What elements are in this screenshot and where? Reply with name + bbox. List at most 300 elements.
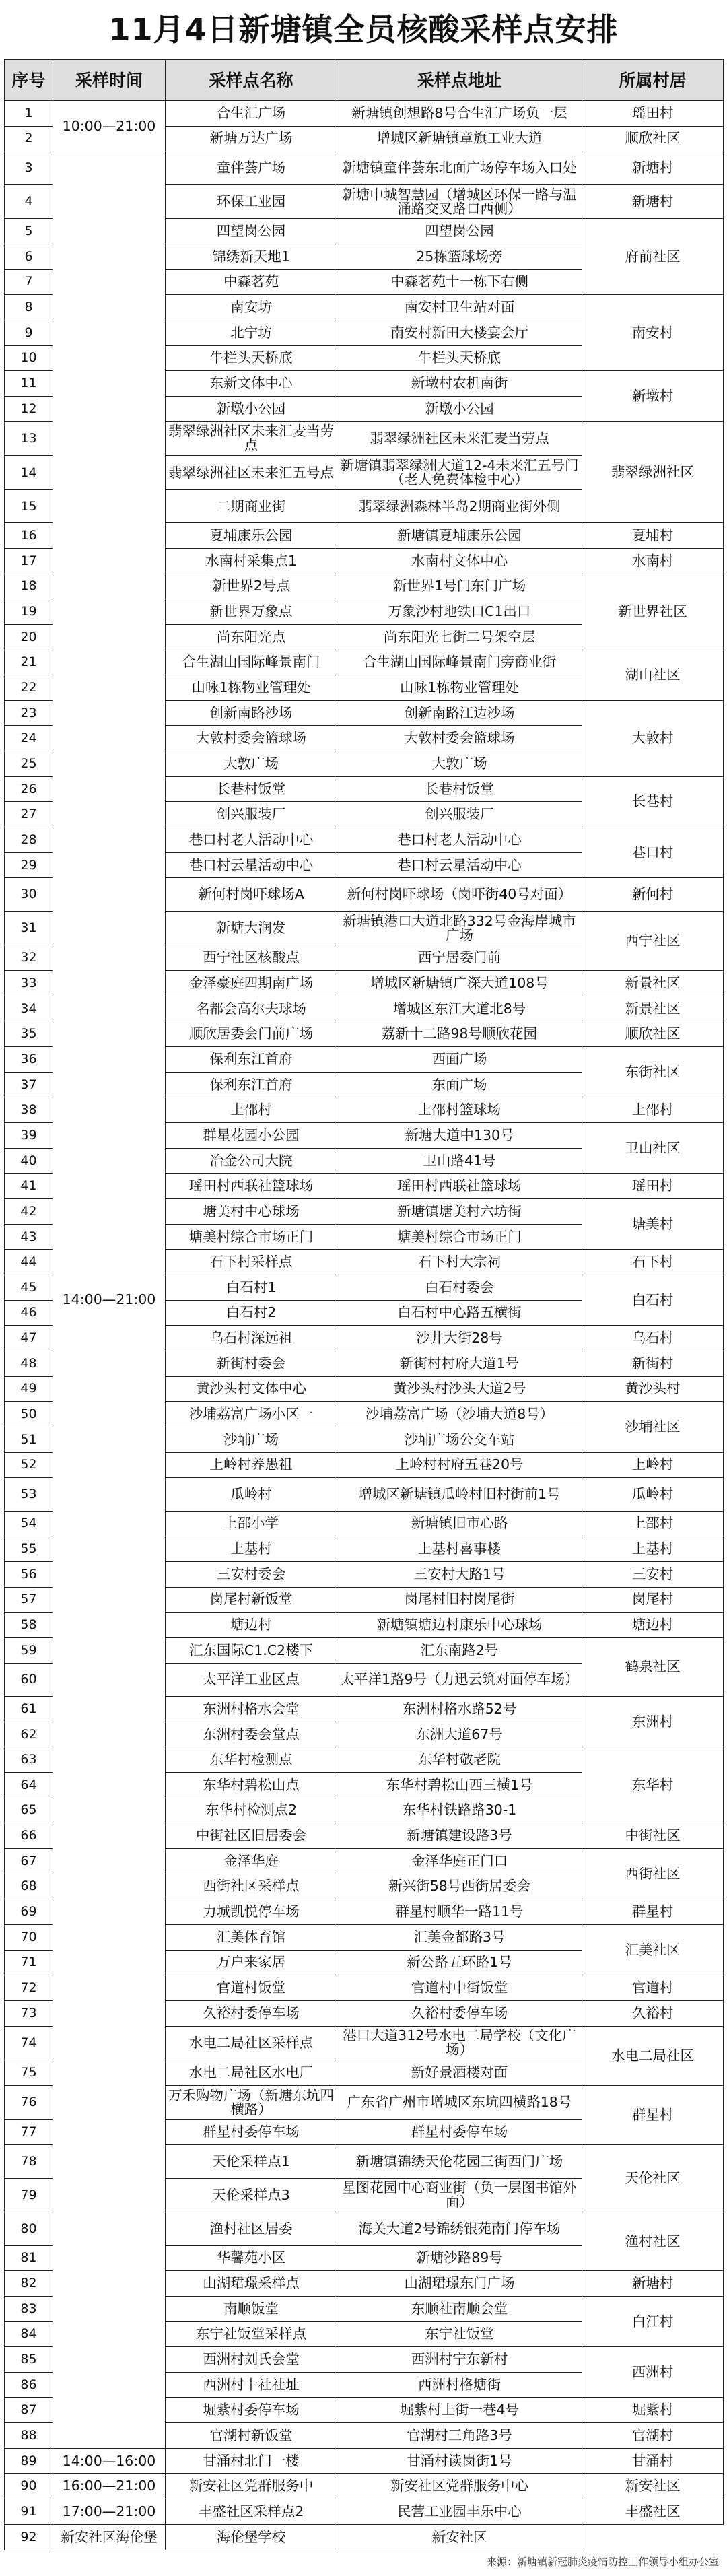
site-address: 西洲村格塘街 — [337, 2372, 582, 2398]
row-number: 48 — [5, 1351, 53, 1376]
row-number: 73 — [5, 2000, 53, 2026]
site-address: 沙埔广场公交车站 — [337, 1427, 582, 1452]
site-name: 四望岗公园 — [166, 219, 337, 244]
site-address: 新塘镇港口大道北路332号金海岸城市广场 — [337, 911, 582, 945]
site-address: 增城区新塘镇广深大道108号 — [337, 971, 582, 996]
site-name: 瑶田村西联社篮球场 — [166, 1174, 337, 1199]
site-name: 群星花园小公园 — [166, 1123, 337, 1149]
site-address: 荔新十二路98号顺欣花园 — [337, 1021, 582, 1047]
site-address: 新塘镇塘美村六坊街 — [337, 1199, 582, 1225]
site-address: 新墩村农机南街 — [337, 371, 582, 397]
village: 长巷村 — [582, 776, 724, 827]
site-name: 瓜岭村 — [166, 1478, 337, 1511]
row-number: 21 — [5, 650, 53, 675]
site-address: 上岭村村府五巷20号 — [337, 1452, 582, 1478]
site-address: 上邵村篮球场 — [337, 1097, 582, 1123]
village: 东街社区 — [582, 1047, 724, 1097]
row-number: 14 — [5, 456, 53, 490]
site-name: 水电二局社区水电厂 — [166, 2060, 337, 2086]
site-name: 东华村检测点2 — [166, 1798, 337, 1823]
row-number: 26 — [5, 776, 53, 802]
row-number: 70 — [5, 1924, 53, 1950]
site-address: 港口大道312号水电二局学校（文化广场） — [337, 2026, 582, 2060]
site-address: 创新南路江边沙场 — [337, 700, 582, 726]
site-address: 25栋篮球场旁 — [337, 244, 582, 270]
site-address: 新塘镇翡翠绿洲大道12-4未来汇五号门（老人免费体检中心） — [337, 456, 582, 490]
row-number: 42 — [5, 1199, 53, 1225]
site-name: 西洲村十社社址 — [166, 2372, 337, 2398]
row-number: 77 — [5, 2120, 53, 2145]
site-address: 甘涌村读岗街1号 — [337, 2448, 582, 2474]
site-name: 山湖珺璟采样点 — [166, 2271, 337, 2297]
village: 官湖村 — [582, 2423, 724, 2449]
site-address: 新塘镇锦绣天伦花园三街西门广场 — [337, 2145, 582, 2178]
site-address: 新墩小公园 — [337, 396, 582, 421]
site-name: 东华村碧松山点 — [166, 1772, 337, 1798]
row-number: 8 — [5, 295, 53, 320]
row-number: 56 — [5, 1561, 53, 1587]
village: 新何村 — [582, 878, 724, 911]
row-number: 58 — [5, 1613, 53, 1638]
site-name: 白石村2 — [166, 1300, 337, 1326]
village: 岗尾村 — [582, 1587, 724, 1613]
row-number: 49 — [5, 1376, 53, 1402]
site-name: 南顺饭堂 — [166, 2296, 337, 2321]
site-name: 锦绣新天地1 — [166, 244, 337, 270]
site-address: 山咏1栋物业管理处 — [337, 675, 582, 701]
row-number: 89 — [5, 2448, 53, 2474]
row-number: 90 — [5, 2474, 53, 2499]
site-name: 东华村检测点 — [166, 1747, 337, 1773]
header-time: 采样时间 — [53, 60, 166, 101]
row-number: 4 — [5, 184, 53, 219]
site-address: 东面广场 — [337, 1072, 582, 1097]
sampling-time: 17:00—21:00 — [53, 2499, 166, 2525]
row-number: 92 — [5, 2524, 53, 2550]
site-name: 东洲村格水会堂 — [166, 1697, 337, 1722]
row-number: 23 — [5, 700, 53, 726]
site-name: 群星村委停车场 — [166, 2120, 337, 2145]
site-address: 官道村中街饭堂 — [337, 1975, 582, 2001]
site-address: 金泽华庭正门口 — [337, 1848, 582, 1874]
site-name: 上邵小学 — [166, 1511, 337, 1536]
site-address: 巷口村云星活动中心 — [337, 852, 582, 878]
site-address: 大敦村委会篮球场 — [337, 726, 582, 751]
site-name: 东新文体中心 — [166, 371, 337, 397]
site-name: 南安坊 — [166, 295, 337, 320]
site-name: 北宁坊 — [166, 320, 337, 345]
site-name: 塘美村中心球场 — [166, 1199, 337, 1225]
village: 渔村社区 — [582, 2212, 724, 2271]
row-number: 41 — [5, 1174, 53, 1199]
site-address: 水南村文体中心 — [337, 548, 582, 574]
village: 东华村 — [582, 1747, 724, 1823]
site-address: 东洲村格水路52号 — [337, 1697, 582, 1722]
site-address: 新塘镇夏埔康乐公园 — [337, 523, 582, 549]
village: 新世界社区 — [582, 574, 724, 650]
site-name: 汇美体育馆 — [166, 1924, 337, 1950]
row-number: 47 — [5, 1326, 53, 1351]
site-address: 西宁居委门前 — [337, 945, 582, 971]
village: 久裕村 — [582, 2000, 724, 2026]
site-address: 久裕村委停车场 — [337, 2000, 582, 2026]
site-name: 天伦采样点3 — [166, 2178, 337, 2212]
row-number: 24 — [5, 726, 53, 751]
site-address: 广东省广州市增城区东坑四横路18号 — [337, 2085, 582, 2120]
site-address: 官湖村三角路3号 — [337, 2423, 582, 2449]
village: 夏埔村 — [582, 523, 724, 549]
site-address: 新街村村府大道1号 — [337, 1351, 582, 1376]
sampling-sites-table — [4, 59, 724, 2550]
site-address: 群星村委停车场 — [337, 2120, 582, 2145]
site-address: 上基村喜事楼 — [337, 1536, 582, 1562]
site-name: 新墩小公园 — [166, 396, 337, 421]
row-number: 27 — [5, 802, 53, 827]
row-number: 51 — [5, 1427, 53, 1452]
village: 中街社区 — [582, 1823, 724, 1849]
village: 新安社区 — [337, 2524, 582, 2550]
row-number: 11 — [5, 371, 53, 397]
site-address: 沙埔荔富广场（沙埔大道8号） — [337, 1402, 582, 1427]
village: 新塘村 — [582, 151, 724, 184]
site-name: 东宁社饭堂采样点 — [166, 2321, 337, 2347]
village: 石下村 — [582, 1250, 724, 1275]
site-address: 新塘镇旧市心路 — [337, 1511, 582, 1536]
row-number: 72 — [5, 1975, 53, 2001]
site-name: 金泽豪庭四期南广场 — [166, 971, 337, 996]
site-address: 东宁社饭堂 — [337, 2321, 582, 2347]
site-address: 东华村碧松山西三横1号 — [337, 1772, 582, 1798]
row-number: 74 — [5, 2026, 53, 2060]
row-number: 91 — [5, 2499, 53, 2525]
sampling-time: 16:00—21:00 — [53, 2474, 166, 2499]
site-address: 牛栏头天桥底 — [337, 345, 582, 371]
row-number: 63 — [5, 1747, 53, 1773]
site-name: 黄沙头村文体中心 — [166, 1376, 337, 1402]
row-number: 2 — [5, 126, 53, 151]
site-address: 万象沙村地铁口C1出口 — [337, 599, 582, 625]
site-name: 冶金公司大院 — [166, 1148, 337, 1174]
village: 上邵村 — [582, 1097, 724, 1123]
table-row — [5, 2524, 724, 2550]
site-address: 西洲村宁东新村 — [337, 2347, 582, 2373]
village: 新墩村 — [582, 371, 724, 421]
site-name: 山咏1栋物业管理处 — [166, 675, 337, 701]
village: 黄沙头村 — [582, 1376, 724, 1402]
row-number: 75 — [5, 2060, 53, 2086]
site-address: 东洲大道67号 — [337, 1722, 582, 1747]
site-address: 黄沙头村沙头大道2号 — [337, 1376, 582, 1402]
row-number: 54 — [5, 1511, 53, 1536]
site-name: 西洲村刘氏会堂 — [166, 2347, 337, 2373]
village: 塘美村 — [582, 1199, 724, 1250]
row-number: 39 — [5, 1123, 53, 1149]
site-name: 上邵村 — [166, 1097, 337, 1123]
row-number: 37 — [5, 1072, 53, 1097]
row-number: 7 — [5, 269, 53, 295]
village: 三安村 — [582, 1561, 724, 1587]
site-address: 瑶田村西联社篮球场 — [337, 1174, 582, 1199]
village: 卫山社区 — [582, 1123, 724, 1174]
row-number: 61 — [5, 1697, 53, 1722]
row-number: 83 — [5, 2296, 53, 2321]
row-number: 44 — [5, 1250, 53, 1275]
site-name: 大敦村委会篮球场 — [166, 726, 337, 751]
site-name: 万禾购物广场（新塘东坑四横路） — [166, 2085, 337, 2120]
site-name: 保利东江首府 — [166, 1047, 337, 1073]
site-name: 创兴服装厂 — [166, 802, 337, 827]
site-address: 塘美村综合市场正门 — [337, 1224, 582, 1250]
row-number: 29 — [5, 852, 53, 878]
site-name: 尚东阳光点 — [166, 624, 337, 650]
row-number: 38 — [5, 1097, 53, 1123]
site-name: 沙埔荔富广场小区一 — [166, 1402, 337, 1427]
site-name: 新塘万达广场 — [166, 126, 337, 151]
site-name: 新世界万象点 — [166, 599, 337, 625]
site-name: 合生汇广场 — [166, 101, 337, 127]
site-address: 群星村顺华一路11号 — [337, 1899, 582, 1925]
row-number: 85 — [5, 2347, 53, 2373]
village: 水南村 — [582, 548, 724, 574]
site-name: 沙埔广场 — [166, 1427, 337, 1452]
site-address: 翡翠绿洲社区未来汇麦当劳点 — [337, 421, 582, 456]
site-name: 新街村委会 — [166, 1351, 337, 1376]
site-name: 巷口村老人活动中心 — [166, 827, 337, 853]
village: 白石村 — [582, 1275, 724, 1325]
village: 西街社区 — [582, 1848, 724, 1899]
row-number: 31 — [5, 911, 53, 945]
village: 顺欣社区 — [582, 1021, 724, 1047]
site-name: 丰盛社区采样点2 — [166, 2499, 337, 2525]
row-number: 52 — [5, 1452, 53, 1478]
village: 新街村 — [582, 1351, 724, 1376]
table-row — [5, 2474, 724, 2499]
table-row — [5, 2499, 724, 2525]
site-address: 新兴街58号西街居委会 — [337, 1874, 582, 1899]
row-number: 34 — [5, 996, 53, 1021]
village: 西洲村 — [582, 2347, 724, 2398]
site-address: 巷口村老人活动中心 — [337, 827, 582, 853]
site-name: 堀紫村委停车场 — [166, 2398, 337, 2423]
row-number: 35 — [5, 1021, 53, 1047]
site-address: 海关大道2号锦绣银苑南门停车场 — [337, 2212, 582, 2245]
row-number: 62 — [5, 1722, 53, 1747]
village: 上岭村 — [582, 1452, 724, 1478]
row-number: 43 — [5, 1224, 53, 1250]
site-name: 上岭村养愚祖 — [166, 1452, 337, 1478]
source-footer: 来源：新塘镇新冠肺炎疫情防控工作领导小组办公室 — [486, 2556, 719, 2568]
site-name: 新塘大润发 — [166, 911, 337, 945]
row-number: 22 — [5, 675, 53, 701]
site-name: 三安村委会 — [166, 1561, 337, 1587]
row-number: 65 — [5, 1798, 53, 1823]
village: 新塘村 — [582, 184, 724, 219]
site-address: 汇东南路2号 — [337, 1637, 582, 1663]
site-address: 西面广场 — [337, 1047, 582, 1073]
village: 新景社区 — [582, 996, 724, 1021]
site-name: 翡翠绿洲社区未来汇麦当劳点 — [166, 421, 337, 456]
site-address: 山湖珺璟东门广场 — [337, 2271, 582, 2297]
site-name: 长巷村饭堂 — [166, 776, 337, 802]
site-address: 增城区东江大道北8号 — [337, 996, 582, 1021]
row-number: 55 — [5, 1536, 53, 1562]
village: 鹤泉社区 — [582, 1637, 724, 1696]
sampling-time: 14:00—16:00 — [53, 2448, 166, 2474]
site-address: 新塘大道中130号 — [337, 1123, 582, 1149]
site-address: 白石村委会 — [337, 1275, 582, 1300]
site-name: 石下村采样点 — [166, 1250, 337, 1275]
village: 沙埔社区 — [582, 1402, 724, 1452]
site-address: 合生湖山国际峰景南门旁商业街 — [337, 650, 582, 675]
village: 塘边村 — [582, 1613, 724, 1638]
site-address: 大敦广场 — [337, 751, 582, 777]
village: 堀紫村 — [582, 2398, 724, 2423]
village: 大敦村 — [582, 700, 724, 776]
site-address: 新塘中城智慧园（增城区环保一路与温涌路交叉路口西侧） — [337, 184, 582, 219]
site-address: 星图花园中心商业街（负一层图书馆外面） — [337, 2178, 582, 2212]
table-header-row — [5, 60, 724, 101]
site-address: 新塘镇塘边村康乐中心球场 — [337, 1613, 582, 1638]
site-name: 东洲村委会堂点 — [166, 1722, 337, 1747]
site-name: 保利东江首府 — [166, 1072, 337, 1097]
site-address: 东顺社南顺会堂 — [337, 2296, 582, 2321]
site-name: 巷口村云星活动中心 — [166, 852, 337, 878]
village: 府前社区 — [582, 219, 724, 295]
site-address: 东华村铁路路30-1 — [337, 1798, 582, 1823]
row-number: 81 — [5, 2245, 53, 2271]
site-address: 中森茗苑十一栋下右侧 — [337, 269, 582, 295]
site-name: 西街社区采样点 — [166, 1874, 337, 1899]
site-address: 卫山路41号 — [337, 1148, 582, 1174]
row-number: 88 — [5, 2423, 53, 2449]
village: 东洲村 — [582, 1697, 724, 1747]
site-address: 新安社区党群服务中心 — [337, 2474, 582, 2499]
village: 翡翠绿洲社区 — [582, 421, 724, 523]
site-name: 牛栏头天桥底 — [166, 345, 337, 371]
site-name: 官湖村新饭堂 — [166, 2423, 337, 2449]
village: 群星村 — [582, 1899, 724, 1925]
village: 汇美社区 — [582, 1924, 724, 1975]
site-name: 合生湖山国际峰景南门 — [166, 650, 337, 675]
row-number: 20 — [5, 624, 53, 650]
village: 上基村 — [582, 1536, 724, 1562]
site-name: 新世界2号点 — [166, 574, 337, 599]
site-name: 塘美村综合市场正门 — [166, 1224, 337, 1250]
row-number: 69 — [5, 1899, 53, 1925]
village: 新安社区 — [582, 2474, 724, 2499]
row-number: 76 — [5, 2085, 53, 2120]
village: 丰盛社区 — [582, 2499, 724, 2525]
row-number: 13 — [5, 421, 53, 456]
row-number: 18 — [5, 574, 53, 599]
site-address: 海伦堡学校 — [166, 2524, 337, 2550]
village: 上邵村 — [582, 1511, 724, 1536]
site-address: 创兴服装厂 — [337, 802, 582, 827]
site-address: 沙井大街28号 — [337, 1326, 582, 1351]
row-number: 12 — [5, 396, 53, 421]
row-number: 50 — [5, 1402, 53, 1427]
sampling-time: 10:00—21:00 — [53, 101, 166, 151]
site-address: 新公路五环路1号 — [337, 1950, 582, 1975]
row-number: 86 — [5, 2372, 53, 2398]
row-number: 79 — [5, 2178, 53, 2212]
site-name: 中街社区旧居委会 — [166, 1823, 337, 1849]
row-number: 80 — [5, 2212, 53, 2245]
site-address: 岗尾村旧村岗尾街 — [337, 1587, 582, 1613]
row-number: 19 — [5, 599, 53, 625]
site-name: 顺欣居委会门前广场 — [166, 1021, 337, 1047]
site-address: 三安村大路1号 — [337, 1561, 582, 1587]
row-number: 1 — [5, 101, 53, 127]
village: 南安村 — [582, 295, 724, 371]
header-no: 序号 — [5, 60, 53, 101]
row-number: 78 — [5, 2145, 53, 2178]
row-number: 25 — [5, 751, 53, 777]
row-number: 28 — [5, 827, 53, 853]
village: 新景社区 — [582, 971, 724, 996]
row-number: 17 — [5, 548, 53, 574]
site-name: 大敦广场 — [166, 751, 337, 777]
site-name: 汇东国际C1.C2楼下 — [166, 1637, 337, 1663]
site-address: 白石村中心路五横街 — [337, 1300, 582, 1326]
row-number: 53 — [5, 1478, 53, 1511]
row-number: 59 — [5, 1637, 53, 1663]
site-name: 天伦采样点1 — [166, 2145, 337, 2178]
site-name: 官道村饭堂 — [166, 1975, 337, 2001]
site-name: 塘边村 — [166, 1613, 337, 1638]
site-address: 四望岗公园 — [337, 219, 582, 244]
row-number: 10 — [5, 345, 53, 371]
row-number: 6 — [5, 244, 53, 270]
row-number: 32 — [5, 945, 53, 971]
row-number: 30 — [5, 878, 53, 911]
site-address: 东华村敬老院 — [337, 1747, 582, 1773]
site-address: 石下村大宗祠 — [337, 1250, 582, 1275]
site-name: 力城凯悦停车场 — [166, 1899, 337, 1925]
site-address: 太平洋1路9号（力迅云筑对面停车场） — [337, 1663, 582, 1696]
site-name: 童伴荟广场 — [166, 151, 337, 184]
village: 水电二局社区 — [582, 2026, 724, 2085]
table-row — [5, 2448, 724, 2474]
site-name: 名都会高尔夫球场 — [166, 996, 337, 1021]
site-address: 新塘镇建设路3号 — [337, 1823, 582, 1849]
row-number: 5 — [5, 219, 53, 244]
table-row — [5, 151, 724, 184]
site-name: 金泽华庭 — [166, 1848, 337, 1874]
row-number: 60 — [5, 1663, 53, 1696]
site-address: 新塘镇童伴荟东北面广场停车场入口处 — [337, 151, 582, 184]
village: 湖山社区 — [582, 650, 724, 700]
village: 官道村 — [582, 1975, 724, 2001]
site-name: 中森茗苑 — [166, 269, 337, 295]
village: 巷口村 — [582, 827, 724, 878]
site-address: 南安村新田大楼宴会厅 — [337, 320, 582, 345]
site-address: 民营工业园丰乐中心 — [337, 2499, 582, 2525]
site-name: 乌石村深远祖 — [166, 1326, 337, 1351]
site-name: 新安社区党群服务中 — [166, 2474, 337, 2499]
village: 瑶田村 — [582, 101, 724, 127]
site-name: 环保工业园 — [166, 184, 337, 219]
row-number: 64 — [5, 1772, 53, 1798]
village: 乌石村 — [582, 1326, 724, 1351]
site-name: 甘涌村北门一楼 — [166, 2448, 337, 2474]
table-row — [5, 101, 724, 127]
row-number: 66 — [5, 1823, 53, 1849]
village: 群星村 — [582, 2085, 724, 2144]
site-address: 南安村卫生站对面 — [337, 295, 582, 320]
row-number: 45 — [5, 1275, 53, 1300]
row-number: 68 — [5, 1874, 53, 1899]
